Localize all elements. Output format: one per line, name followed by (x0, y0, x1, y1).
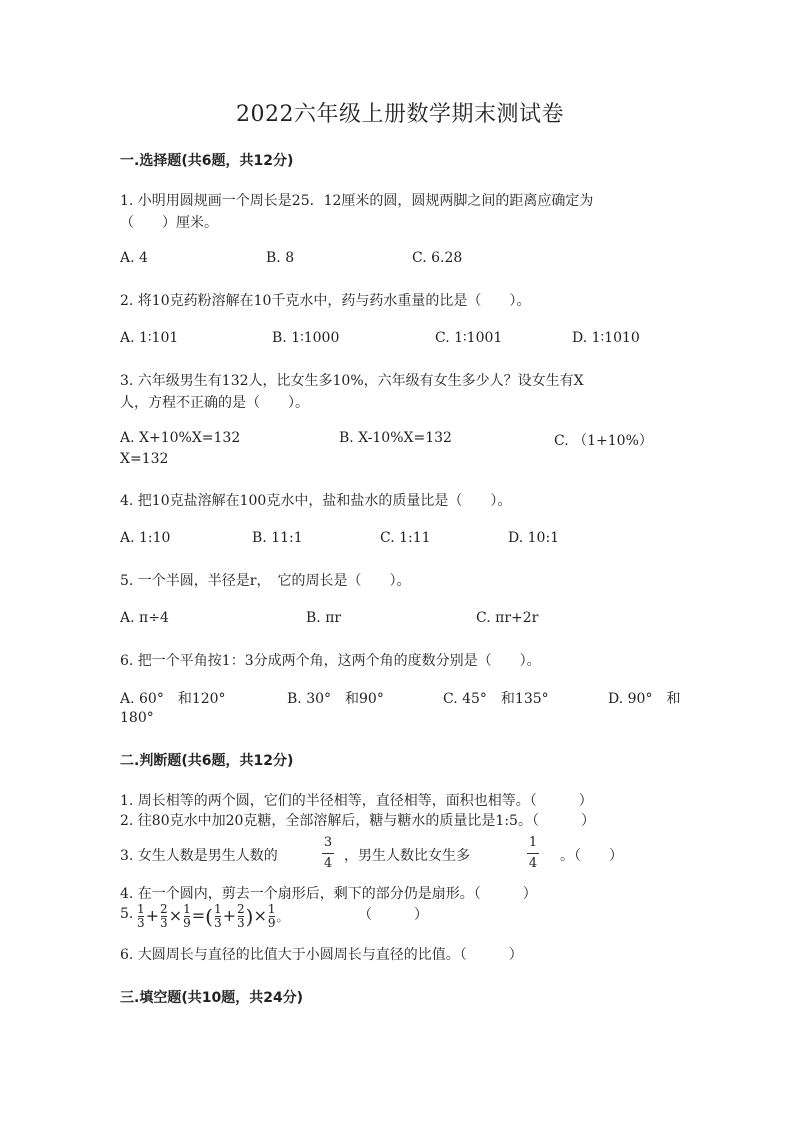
section-heading-fill: 三.填空题(共10题，共24分) (120, 990, 304, 1006)
q4-option-c: C. 1:11 (380, 530, 431, 546)
q1-option-c: C. 6.28 (412, 250, 463, 266)
q1-line2: （ ）厘米。 (120, 215, 218, 231)
j5-answer-paren: （ ） (358, 907, 428, 923)
q3-option-a: A. X+10%X=132 (120, 430, 241, 446)
fraction-numerator: 3 (323, 835, 333, 850)
q5-option-b: B. πr (306, 610, 342, 626)
j5-number: 5. (120, 906, 134, 922)
fraction-numerator: 1 (528, 835, 538, 850)
q1-option-a: A. 4 (120, 250, 148, 266)
q6-option-d-cont: 180° (120, 710, 154, 726)
j3-text-pre: 3. 女生人数是男生人数的 (120, 848, 278, 864)
q6-stem: 6. 把一个平角按1：3分成两个角，这两个角的度数分别是（ ）。 (120, 653, 541, 669)
q3-option-b: B. X-10%X=132 (339, 430, 452, 446)
q2-option-d: D. 1∶1010 (572, 330, 640, 346)
q2-option-a: A. 1∶101 (120, 330, 179, 346)
q1-option-b: B. 8 (266, 250, 295, 266)
q1-line1: 1. 小明用圆规画一个周长是25．12厘米的圆，圆规两脚之间的距离应确定为 (120, 193, 594, 209)
fraction-denominator: 4 (323, 856, 333, 871)
section-heading-judgment: 二.判断题(共6题，共12分) (120, 753, 294, 769)
q5-stem: 5. 一个半圆，半径是r， 它的周长是（ ）。 (120, 573, 411, 589)
q6-option-d: D. 90° 和 (608, 691, 681, 707)
j6-statement: 6. 大圆周长与直径的比值大于小圆周长与直径的比值。（ ） (120, 947, 523, 963)
j3-text-mid: ，男生人数比女生多 (344, 848, 470, 864)
page-title: 2022六年级上册数学期末测试卷 (236, 102, 564, 127)
q4-option-b: B. 11:1 (252, 530, 303, 546)
fraction-denominator: 4 (528, 856, 538, 871)
q4-option-a: A. 1:10 (120, 530, 171, 546)
q5-option-a: A. π÷4 (120, 610, 169, 626)
q6-option-a: A. 60° 和120° (120, 691, 226, 707)
q6-option-b: B. 30° 和90° (287, 691, 384, 707)
q3-line2: 人，方程不正确的是（ ）。 (120, 395, 309, 411)
q2-option-b: B. 1∶1000 (272, 330, 340, 346)
section-heading-choice: 一.选择题(共6题，共12分) (120, 153, 294, 169)
q4-stem: 4. 把10克盐溶解在100克水中，盐和盐水的质量比是（ ）。 (120, 493, 512, 509)
j2-statement: 2. 往80克水中加20克糖，全部溶解后，糖与糖水的质量比是1:5。（ ） (120, 813, 595, 829)
j3-text-post: 。（ ） (560, 848, 623, 864)
q6-option-c: C. 45° 和135° (443, 691, 549, 707)
j1-statement: 1. 周长相等的两个圆，它们的半径相等，直径相等，面积也相等。（ ） (120, 793, 593, 809)
j5-equation: $\frac{1}{3}+\frac{2}{3}\times\frac{1}{9}=(\frac{1}{3}+\frac{2}{3})\times\frac{1}{9}$。 (137, 902, 289, 930)
q3-option-c: C. （1+10%） (554, 433, 653, 449)
q3-line1: 3. 六年级男生有132人，比女生多10%，六年级有女生多少人？设女生有X (120, 373, 584, 389)
q2-stem: 2. 将10克药粉溶解在10千克水中，药与药水重量的比是（ ）。 (120, 293, 531, 309)
q5-option-c: C. πr+2r (476, 610, 539, 626)
q4-option-d: D. 10:1 (508, 530, 560, 546)
j4-statement: 4. 在一个圆内，剪去一个扇形后，剩下的部分仍是扇形。（ ） (120, 886, 537, 902)
q3-option-c-cont: X=132 (120, 451, 169, 467)
j3-fraction-2 (525, 834, 541, 873)
j3-fraction-1 (320, 834, 336, 873)
q2-option-c: C. 1∶1001 (435, 330, 503, 346)
